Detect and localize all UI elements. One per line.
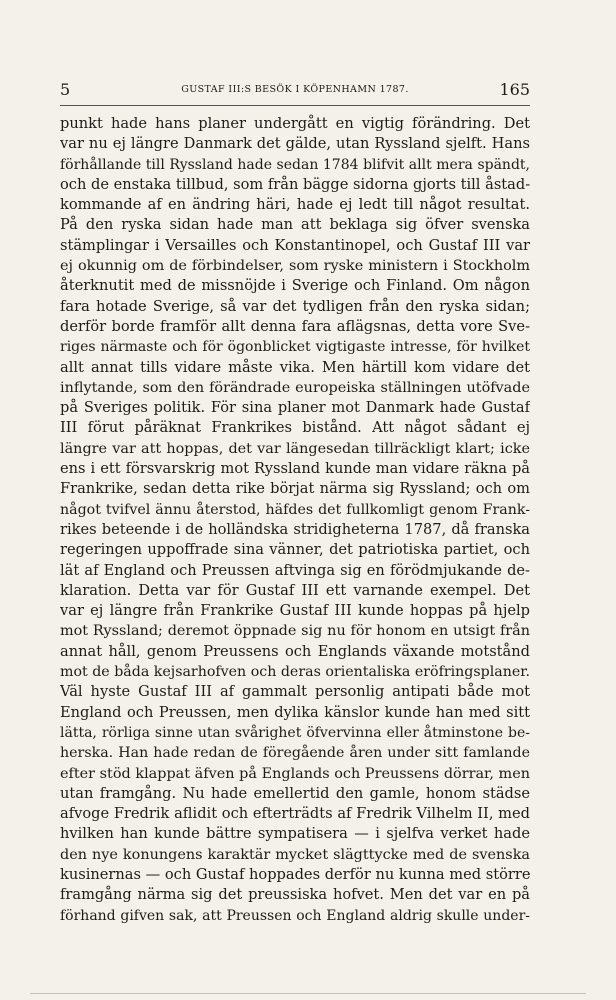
text-line: rikes beteende i de holländska stridigheterna 1787, då franska [60,520,530,538]
text-line: lät af England och Preussen aftvinga sig en förödmjukande de- [60,561,530,579]
text-line: ej okunnig om de förbindelser, som ryske ministern i Stockholm [60,258,530,275]
text-line: riges närmaste och för ögonblicket vigtigaste intresse, för hvilket [60,339,530,356]
text-line: efter stöd klappat äfven på Englands och Preussens dörrar, men [60,765,530,782]
text-line: På den ryska sidan hade man att beklaga sig öfver svenska [60,216,530,234]
running-title: GUSTAF III:S BESÖK I KÖPENHAMN 1787. [181,84,409,95]
text-line: inflytande, som den förändrade europeiska ställningen utöfvade [60,379,530,396]
text-line: fara hotade Sverige, så var det tydligen från den ryska sidan; [60,297,530,315]
header-rule [60,105,530,106]
text-line: framgång närma sig det preussiska hofvet. Men det var en på [60,886,530,904]
text-line: förhållande till Ryssland hade sedan 1784 blifvit allt mera spändt, [60,156,530,173]
text-line: hvilken han kunde bättre sympatisera — i sjelfva verket hade [60,825,530,843]
text-line: regeringen uppoffrade sina vänner, det patriotiska partiet, och [60,541,530,559]
text-line: stämplingar i Versailles och Konstantinopel, och Gustaf III var [60,236,530,254]
text-line: herska. Han hade redan de föregående åren under sitt famlande [60,745,530,762]
text-line: den nye konungens karaktär mycket slägttycke med de svenska [60,846,530,863]
text-line: på Sveriges politik. För sina planer mot Danmark hade Gustaf [60,399,530,417]
body-text [60,114,530,926]
text-line: och de enstaka tillbud, som från bägge sidorna gjorts till åstad- [60,175,530,193]
text-line: återknutit med de missnöjde i Sverige och Finland. Om någon [60,277,530,295]
page-bottom-edge [30,993,586,994]
text-line: kusinernas — och Gustaf hoppades derför nu kunna med större [60,865,530,883]
text-line: annat håll, genom Preussens och Englands växande motstånd [60,642,530,660]
text-line: var nu ej längre Danmark det gälde, utan Ryssland sjelft. Hans [60,135,530,153]
text-line: derför borde framför allt denna fara aflägsnas, detta vore Sve- [60,317,530,335]
text-line: ens i ett försvarskrig mot Ryssland kunde man vidare räkna på [60,460,530,478]
text-line: kommande af en ändring häri, hade ej ledt till något resultat. [60,196,530,214]
text-line: England och Preussen, men dylika känslor kunde han med sitt [60,703,530,721]
text-line: mot de båda kejsarhofven och deras orientaliska eröfringsplaner. [60,664,530,681]
text-line: Väl hyste Gustaf III af gammalt personlig antipati både mot [60,683,530,701]
text-line: allt annat tills vidare måste vika. Men härtill kom vidare det [60,358,530,376]
text-line: klaration. Detta var för Gustaf III ett varnande exempel. Det [60,581,530,599]
text-line: mot Ryssland; deremot öppnade sig nu för honom en utsigt från [60,623,530,640]
text-line: punkt hade hans planer undergått en vigtig förändring. Det [60,115,530,132]
text-line: var ej längre från Frankrike Gustaf III kunde hoppas på hjelp [60,602,530,620]
text-line: längre var att hoppas, det var längesedan tillräckligt klart; icke [60,440,530,457]
text-line: Frankrike, sedan detta rike börjat närma sig Ryssland; och om [60,480,530,498]
page-number: 165 [499,80,530,99]
page-header [60,80,530,102]
text-line: utan framgång. Nu hade emellertid den gamle, honom städse [60,784,530,802]
text-line: något tvifvel ännu återstod, häfdes det fullkomligt genom Frank- [60,501,530,518]
text-line: III förut påräknat Frankrikes bistånd. Att något sådant ej [60,419,530,437]
text-line: förhand gifven sak, att Preussen och England aldrig skulle under- [60,907,530,924]
text-line: lätta, rörliga sinne utan svårighet öfvervinna eller åtminstone be- [60,724,530,741]
text-line: afvoge Fredrik aflidit och efterträdts af Fredrik Vilhelm II, med [60,805,530,823]
signature-mark: 5 [60,80,71,99]
